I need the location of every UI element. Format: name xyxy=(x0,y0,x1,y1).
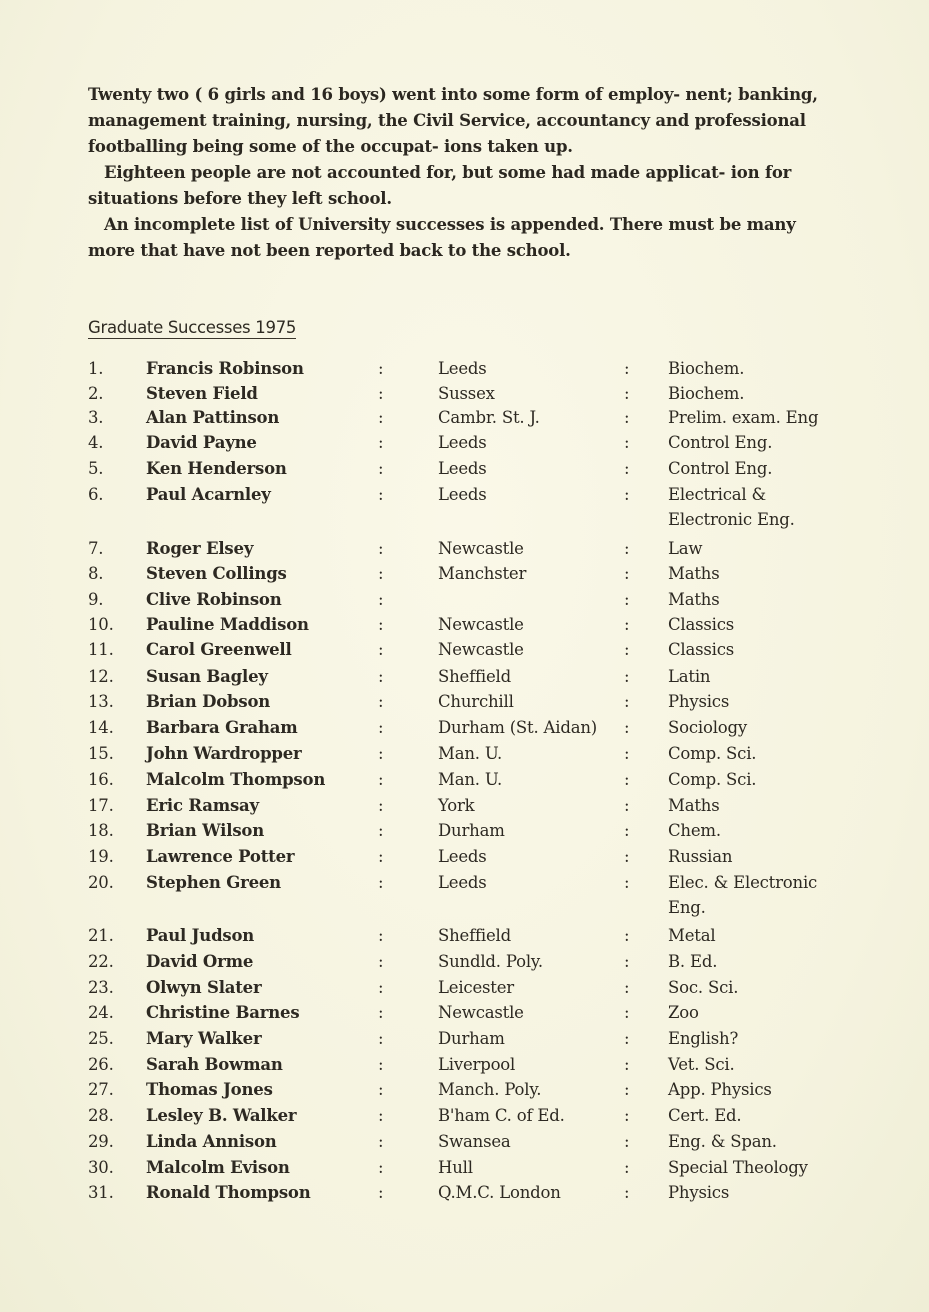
graduate-name: Brian Dobson xyxy=(146,692,271,711)
graduate-name: Brian Wilson xyxy=(146,821,265,840)
separator: : xyxy=(378,433,384,452)
separator: : xyxy=(624,1080,630,1099)
university: B'ham C. of Ed. xyxy=(438,1106,565,1125)
entry-number: 28. xyxy=(88,1106,114,1125)
list-item xyxy=(0,1077,929,1103)
separator: : xyxy=(378,796,384,815)
separator: : xyxy=(378,847,384,866)
separator: : xyxy=(624,692,630,711)
entry-number: 22. xyxy=(88,952,114,971)
entry-number: 21. xyxy=(88,926,114,945)
university: Newcastle xyxy=(438,615,524,634)
university: Leeds xyxy=(438,359,487,378)
university: Newcastle xyxy=(438,640,524,659)
entry-number: 30. xyxy=(88,1158,114,1177)
university: Durham (St. Aidan) xyxy=(438,718,598,737)
university: Durham xyxy=(438,821,505,840)
intro-paragraph-unaccounted: Eighteen people are not accounted for, but some had made applicat- ion for situations before they left school. xyxy=(88,163,792,208)
university: Newcastle xyxy=(438,539,524,558)
separator: : xyxy=(624,952,630,971)
university: Man. U. xyxy=(438,744,503,763)
separator: : xyxy=(378,952,384,971)
subject: Control Eng. xyxy=(668,459,773,478)
separator: : xyxy=(624,796,630,815)
graduate-name: Linda Annison xyxy=(146,1132,277,1151)
list-item xyxy=(0,405,929,431)
separator: : xyxy=(378,485,384,504)
graduate-name: Pauline Maddison xyxy=(146,615,309,634)
separator: : xyxy=(378,744,384,763)
list-item xyxy=(0,1129,929,1155)
list-item xyxy=(0,587,929,613)
subject: Prelim. exam. Eng xyxy=(668,408,819,427)
separator: : xyxy=(624,1132,630,1151)
list-item xyxy=(0,356,929,382)
separator: : xyxy=(378,1080,384,1099)
graduate-name: John Wardropper xyxy=(146,744,302,763)
graduate-name: Lesley B. Walker xyxy=(146,1106,297,1125)
entry-number: 16. xyxy=(88,770,114,789)
separator: : xyxy=(378,1106,384,1125)
separator: : xyxy=(378,408,384,427)
entry-number: 2. xyxy=(88,384,104,403)
graduate-name: Malcolm Evison xyxy=(146,1158,290,1177)
list-item xyxy=(0,561,929,587)
entry-number: 20. xyxy=(88,873,114,892)
list-item xyxy=(0,689,929,715)
separator: : xyxy=(624,359,630,378)
subject-continued: Electronic Eng. xyxy=(668,510,795,529)
separator: : xyxy=(624,1158,630,1177)
entry-number: 15. xyxy=(88,744,114,763)
entry-number: 14. xyxy=(88,718,114,737)
university: Sheffield xyxy=(438,667,511,686)
graduate-name: Clive Robinson xyxy=(146,590,282,609)
list-title: Graduate Successes 1975 xyxy=(88,318,297,337)
subject: Physics xyxy=(668,1183,730,1202)
subject: Maths xyxy=(668,590,720,609)
list-item xyxy=(0,664,929,690)
entry-number: 6. xyxy=(88,485,104,504)
separator: : xyxy=(624,744,630,763)
separator: : xyxy=(624,1003,630,1022)
subject: Control Eng. xyxy=(668,433,773,452)
separator: : xyxy=(378,590,384,609)
separator: : xyxy=(378,384,384,403)
subject: Physics xyxy=(668,692,730,711)
subject: Zoo xyxy=(668,1003,699,1022)
subject: Classics xyxy=(668,615,735,634)
subject: Classics xyxy=(668,640,735,659)
separator: : xyxy=(624,590,630,609)
entry-number: 26. xyxy=(88,1055,114,1074)
subject: Russian xyxy=(668,847,733,866)
entry-number: 4. xyxy=(88,433,104,452)
list-item xyxy=(0,1026,929,1052)
graduate-name: Stephen Green xyxy=(146,873,281,892)
university: Swansea xyxy=(438,1132,511,1151)
graduate-name: Thomas Jones xyxy=(146,1080,273,1099)
subject: Sociology xyxy=(668,718,747,737)
entry-number: 10. xyxy=(88,615,114,634)
entry-number: 3. xyxy=(88,408,104,427)
subject: Eng. & Span. xyxy=(668,1132,777,1151)
entry-number: 19. xyxy=(88,847,114,866)
graduate-name: Mary Walker xyxy=(146,1029,262,1048)
entry-number: 7. xyxy=(88,539,104,558)
separator: : xyxy=(378,873,384,892)
subject: Latin xyxy=(668,667,711,686)
list-item xyxy=(0,870,929,917)
subject: Maths xyxy=(668,796,720,815)
separator: : xyxy=(624,640,630,659)
graduate-name: Olwyn Slater xyxy=(146,978,262,997)
list-item xyxy=(0,923,929,949)
separator: : xyxy=(378,926,384,945)
university: Churchill xyxy=(438,692,514,711)
university: Leeds xyxy=(438,485,487,504)
entry-number: 9. xyxy=(88,590,104,609)
university: Leeds xyxy=(438,847,487,866)
university: Manchster xyxy=(438,564,527,583)
separator: : xyxy=(624,926,630,945)
separator: : xyxy=(378,1132,384,1151)
separator: : xyxy=(624,978,630,997)
entry-number: 25. xyxy=(88,1029,114,1048)
separator: : xyxy=(378,718,384,737)
entry-number: 24. xyxy=(88,1003,114,1022)
university: Leeds xyxy=(438,433,487,452)
subject: Law xyxy=(668,539,703,558)
list-item xyxy=(0,741,929,767)
entry-number: 1. xyxy=(88,359,104,378)
list-item xyxy=(0,482,929,529)
separator: : xyxy=(624,821,630,840)
graduate-name: Malcolm Thompson xyxy=(146,770,326,789)
graduate-name: Paul Acarnley xyxy=(146,485,271,504)
separator: : xyxy=(624,770,630,789)
graduate-name: David Payne xyxy=(146,433,257,452)
entry-number: 18. xyxy=(88,821,114,840)
intro-text xyxy=(88,82,818,264)
university: Leeds xyxy=(438,459,487,478)
university: Hull xyxy=(438,1158,473,1177)
separator: : xyxy=(378,821,384,840)
university: Durham xyxy=(438,1029,505,1048)
entry-number: 29. xyxy=(88,1132,114,1151)
subject: Maths xyxy=(668,564,720,583)
list-item xyxy=(0,381,929,407)
graduate-name: David Orme xyxy=(146,952,254,971)
graduate-name: Susan Bagley xyxy=(146,667,268,686)
entry-number: 31. xyxy=(88,1183,114,1202)
graduate-name: Eric Ramsay xyxy=(146,796,259,815)
list-item xyxy=(0,1052,929,1078)
graduate-name: Steven Collings xyxy=(146,564,287,583)
separator: : xyxy=(378,1055,384,1074)
separator: : xyxy=(624,1029,630,1048)
list-item xyxy=(0,536,929,562)
list-item xyxy=(0,612,929,638)
separator: : xyxy=(624,615,630,634)
university: Cambr. St. J. xyxy=(438,408,540,427)
separator: : xyxy=(378,539,384,558)
separator: : xyxy=(624,1055,630,1074)
list-item xyxy=(0,430,929,456)
graduate-name: Steven Field xyxy=(146,384,258,403)
separator: : xyxy=(624,539,630,558)
graduate-name: Lawrence Potter xyxy=(146,847,295,866)
subject: Soc. Sci. xyxy=(668,978,739,997)
list-item xyxy=(0,456,929,482)
university: Liverpool xyxy=(438,1055,516,1074)
subject: Vet. Sci. xyxy=(668,1055,735,1074)
university: Sheffield xyxy=(438,926,511,945)
university: Leicester xyxy=(438,978,514,997)
separator: : xyxy=(624,718,630,737)
subject: B. Ed. xyxy=(668,952,718,971)
university: Newcastle xyxy=(438,1003,524,1022)
separator: : xyxy=(378,692,384,711)
graduate-name: Paul Judson xyxy=(146,926,255,945)
entry-number: 17. xyxy=(88,796,114,815)
intro-paragraph-employment: Twenty two ( 6 girls and 16 boys) went into some form of employ- nent; banking, management training, nursing, the Civil Service, accountancy and professional footballing being some of the occupat- ions taken up. xyxy=(88,85,818,156)
list-item xyxy=(0,637,929,663)
entry-number: 23. xyxy=(88,978,114,997)
graduate-name: Carol Greenwell xyxy=(146,640,292,659)
graduate-name: Sarah Bowman xyxy=(146,1055,283,1074)
separator: : xyxy=(624,1106,630,1125)
list-item xyxy=(0,1180,929,1206)
list-item xyxy=(0,818,929,844)
list-item xyxy=(0,793,929,819)
separator: : xyxy=(378,459,384,478)
entry-number: 27. xyxy=(88,1080,114,1099)
university: York xyxy=(438,796,475,815)
subject: Elec. & Electronic xyxy=(668,873,818,892)
university: Sussex xyxy=(438,384,495,403)
entry-number: 11. xyxy=(88,640,114,659)
subject: Electrical & xyxy=(668,485,767,504)
university: Q.M.C. London xyxy=(438,1183,561,1202)
separator: : xyxy=(378,359,384,378)
graduate-name: Ken Henderson xyxy=(146,459,287,478)
separator: : xyxy=(378,1158,384,1177)
subject: App. Physics xyxy=(668,1080,772,1099)
list-item xyxy=(0,975,929,1001)
subject: Chem. xyxy=(668,821,721,840)
subject: Cert. Ed. xyxy=(668,1106,742,1125)
graduate-name: Christine Barnes xyxy=(146,1003,300,1022)
graduate-name: Alan Pattinson xyxy=(146,408,280,427)
separator: : xyxy=(624,485,630,504)
subject: Special Theology xyxy=(668,1158,808,1177)
graduate-name: Roger Elsey xyxy=(146,539,254,558)
list-item xyxy=(0,1000,929,1026)
separator: : xyxy=(378,1029,384,1048)
separator: : xyxy=(378,564,384,583)
university: Man. U. xyxy=(438,770,503,789)
separator: : xyxy=(378,615,384,634)
separator: : xyxy=(624,847,630,866)
entry-number: 12. xyxy=(88,667,114,686)
graduate-name: Ronald Thompson xyxy=(146,1183,311,1202)
separator: : xyxy=(624,459,630,478)
separator: : xyxy=(378,1003,384,1022)
separator: : xyxy=(624,667,630,686)
separator: : xyxy=(378,640,384,659)
university: Manch. Poly. xyxy=(438,1080,542,1099)
subject: Comp. Sci. xyxy=(668,744,757,763)
entry-number: 5. xyxy=(88,459,104,478)
entry-number: 13. xyxy=(88,692,114,711)
university: Sundld. Poly. xyxy=(438,952,543,971)
separator: : xyxy=(624,384,630,403)
entry-number: 8. xyxy=(88,564,104,583)
subject: English? xyxy=(668,1029,739,1048)
list-item xyxy=(0,949,929,975)
subject: Metal xyxy=(668,926,716,945)
list-item xyxy=(0,767,929,793)
university: Leeds xyxy=(438,873,487,892)
separator: : xyxy=(624,564,630,583)
separator: : xyxy=(378,667,384,686)
separator: : xyxy=(624,1183,630,1202)
subject: Biochem. xyxy=(668,384,745,403)
separator: : xyxy=(624,433,630,452)
graduate-name: Barbara Graham xyxy=(146,718,298,737)
subject: Biochem. xyxy=(668,359,745,378)
subject-continued: Eng. xyxy=(668,898,706,917)
intro-paragraph-university: An incomplete list of University successes is appended. There must be many more that have not been reported back to the school. xyxy=(88,215,796,260)
separator: : xyxy=(624,873,630,892)
separator: : xyxy=(378,1183,384,1202)
separator: : xyxy=(624,408,630,427)
graduate-name: Francis Robinson xyxy=(146,359,304,378)
subject: Comp. Sci. xyxy=(668,770,757,789)
separator: : xyxy=(378,978,384,997)
list-item xyxy=(0,844,929,870)
list-item xyxy=(0,1103,929,1129)
separator: : xyxy=(378,770,384,789)
list-item xyxy=(0,715,929,741)
list-item xyxy=(0,1155,929,1181)
